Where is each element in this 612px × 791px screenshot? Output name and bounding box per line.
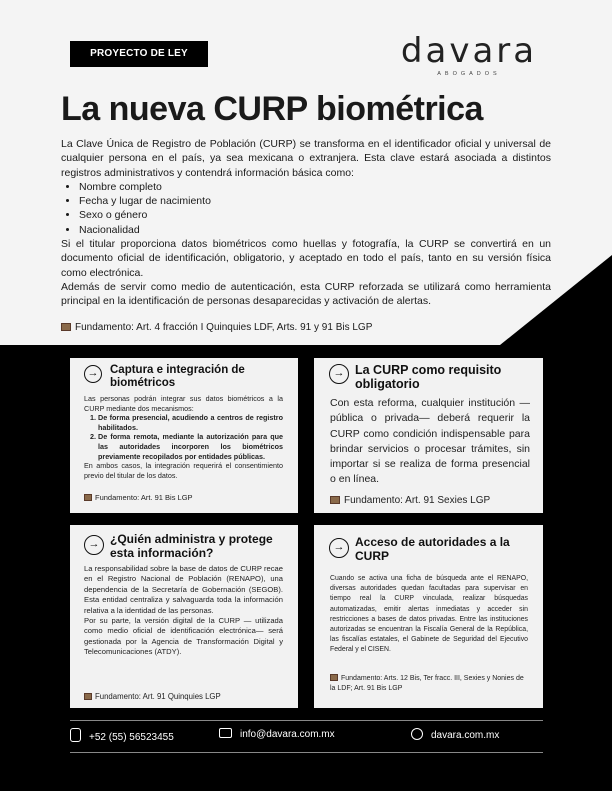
intro-paragraph-3: Además de servir como medio de autenticación, esta CURP reforzada se utilizará como herramienta principal en la identificación de personas desaparecidas y activación de alertas. [61, 280, 551, 308]
list-item: • Sexo o género [79, 208, 551, 222]
footer-email[interactable] [219, 728, 335, 740]
card-title: ¿Quién administra y protege esta información? [110, 532, 273, 560]
card-curp-requisito [314, 358, 543, 513]
card-fundamento-text: Fundamento: Art. 91 Sexies LGP [344, 495, 491, 506]
logo-subtitle: ABOGADOS [437, 71, 501, 77]
card-body [84, 564, 283, 658]
footer-phone[interactable] [70, 728, 174, 743]
card-fundamento [330, 674, 528, 693]
book-icon [330, 496, 340, 504]
phone-number: +52 (55) 56523455 [89, 732, 174, 743]
card-fundamento [330, 495, 490, 506]
card-title: Captura e integración de biométricos [110, 364, 245, 389]
arrow-right-icon: → [84, 535, 104, 555]
intro-paragraph-1: La Clave Única de Registro de Población (CURP) se transforma en el identificador oficial y universal de cualquier persona en el país, ya sea mexicana o extranjera. Esta clave estará asociada a distintos registros administrativos y contendrá información básica como: [61, 138, 551, 179]
category-tag: PROYECTO DE LEY [70, 41, 208, 67]
davara-logo[interactable] [394, 33, 544, 77]
list-item: • Nombre completo [79, 180, 551, 194]
list-item: 1. De forma presencial, acudiendo a centros de registro habilitados. [98, 413, 283, 432]
book-icon [84, 693, 92, 700]
list-item: • Nacionalidad [79, 223, 551, 237]
page-title: La nueva CURP biométrica [61, 90, 483, 128]
card-outro: En ambos casos, la integración requerirá el consentimiento previo del titular de los datos. [84, 461, 283, 480]
mail-icon [219, 728, 232, 738]
intro-paragraph-2: Si el titular proporciona datos biométricos como huellas y fotografía, la CURP se convertirá en un documento oficial de identificación, obligatorio, y aceptado en todo el país, tanto en su versión física como electrónica. [61, 238, 551, 279]
list-item: • Fecha y lugar de nacimiento [79, 194, 551, 208]
globe-icon [411, 728, 423, 740]
card-fundamento-text: Fundamento: Art. 91 Bis LGP [95, 493, 193, 502]
card-paragraph-1: La responsabilidad sobre la base de datos de CURP recae en el Registro Nacional de Población (RENAPO), una dependencia de la Secretaría de Gobernación (SEGOB). Esta entidad centraliza y salvaguarda toda la información relativa a la identidad de las personas. [84, 564, 283, 615]
card-body: Con esta reforma, cualquier institución —pública o privada— deberá requerir la CURP como condición indispensable para brindar servicios o procesar trámites, sin importar si se realiza de forma presencial o en línea. [330, 397, 530, 486]
arrow-right-icon: → [329, 538, 349, 558]
main-fundamento-text: Fundamento: Art. 4 fracción I Quinquies LDF, Arts. 91 y 91 Bis LGP [75, 322, 373, 333]
footer-divider-top [70, 720, 543, 721]
arrow-right-icon: → [84, 365, 102, 383]
book-icon [84, 494, 92, 501]
footer-web[interactable] [411, 728, 499, 741]
card-intro: Las personas podrán integrar sus datos biométricos a la CURP mediante dos mecanismos: [84, 394, 283, 413]
card-captura-biometricos [70, 358, 298, 513]
website-url: davara.com.mx [431, 730, 500, 741]
card-fundamento-text: Fundamento: Arts. 12 Bis, Ter fracc. III, Sexies y Nonies de la LDF; Art. 91 Bis LGP [330, 675, 524, 692]
card-fundamento-text: Fundamento: Art. 91 Quinquies LGP [95, 692, 221, 701]
main-fundamento [61, 322, 372, 333]
info-list [61, 180, 551, 237]
logo-name: davara [400, 31, 538, 71]
phone-icon [70, 728, 81, 742]
footer-divider-bottom [70, 752, 543, 753]
intro-section [61, 137, 551, 309]
book-icon [61, 323, 71, 331]
email-address: info@davara.com.mx [240, 729, 335, 740]
list-item: 2. De forma remota, mediante la autorización para que las autoridades incorporen los biométricos previamente recopilados por entidades públicas. [98, 432, 283, 461]
card-acceso-autoridades [314, 525, 543, 708]
card-title: La CURP como requisito obligatorio [355, 363, 502, 391]
book-icon [330, 674, 338, 681]
card-fundamento [84, 692, 221, 701]
arrow-right-icon: → [329, 364, 349, 384]
card-body [84, 394, 283, 480]
card-administra-protege [70, 525, 298, 708]
card-body: Cuando se activa una ficha de búsqueda ante el RENAPO, diversas autoridades quedan facultadas para supervisar en tiempo real la CURP vinculada, realizar búsquedas automatizadas, emitir alertas inmediatas y acceder sin restricciones a bases de datos privadas. Entre las instituciones autorizadas se encuentran la Fiscalía General de la República, las fiscalías estatales, el Gabinete de Seguridad del Ejecutivo Federal y el CISEN. [330, 575, 528, 654]
card-paragraph-2: Por su parte, la versión digital de la CURP — utilizada como medio oficial de identificación electrónica— será gestionada por la Agencia de Transformación Digital y Telecomunicaciones (ATDY). [84, 616, 283, 657]
card-title: Acceso de autoridades a la CURP [355, 535, 510, 563]
mechanism-list [84, 413, 283, 461]
card-fundamento [84, 493, 193, 502]
